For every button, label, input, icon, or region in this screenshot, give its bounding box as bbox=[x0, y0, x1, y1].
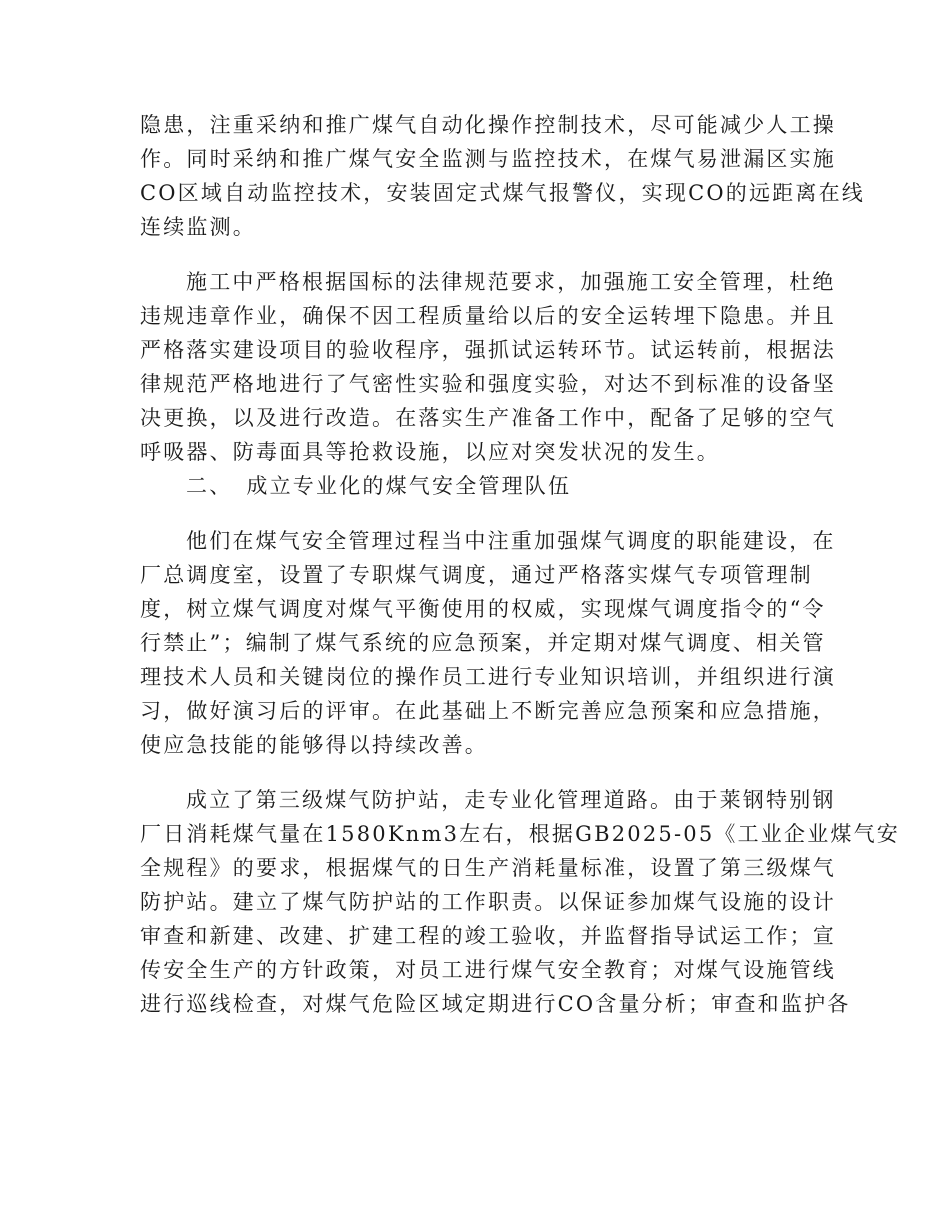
text-line: 施工中严格根据国标的法律规范要求，加强施工安全管理，杜绝 bbox=[186, 270, 836, 294]
text-line: 传安全生产的方针政策，对员工进行煤气安全教育；对煤气设施管线 bbox=[140, 958, 836, 982]
text-line: 全规程》的要求，根据煤气的日生产消耗量标准，设置了第三级煤气 bbox=[140, 856, 836, 880]
text-line: 严格落实建设项目的验收程序，强抓试运转环节。试运转前，根据法 bbox=[140, 338, 836, 362]
text-line: 作。同时采纳和推广煤气安全监测与监控技术，在煤气易泄漏区实施 bbox=[140, 147, 836, 171]
section-title: 成立专业化的煤气安全管理队伍 bbox=[246, 474, 572, 498]
section-heading bbox=[140, 469, 810, 503]
text-line: 成立了第三级煤气防护站，走专业化管理道路。由于莱钢特别钢 bbox=[186, 788, 836, 812]
text-line: 呼吸器、防毒面具等抢救设施，以应对突发状况的发生。 bbox=[140, 440, 720, 464]
document-page bbox=[140, 108, 900, 1021]
text-line: 习，做好演习后的评审。在此基础上不断完善应急预案和应急措施， bbox=[140, 699, 836, 723]
text-line: 违规违章作业，确保不因工程质量给以后的安全运转埋下隐患。并且 bbox=[140, 304, 836, 328]
text-line: 连续监测。 bbox=[140, 215, 256, 239]
text-line: 厂日消耗煤气量在1580Knm3左右，根据GB2025-05《工业企业煤气安 bbox=[140, 822, 900, 846]
text-line: 厂总调度室，设置了专职煤气调度，通过严格落实煤气专项管理制 bbox=[140, 563, 813, 587]
text-line: 度，树立煤气调度对煤气平衡使用的权威，实现煤气调度指令的“令 bbox=[140, 597, 826, 621]
section-number: 二、 bbox=[186, 474, 233, 498]
text-line: 进行巡线检查，对煤气危险区域定期进行CO含量分析；审查和监护各 bbox=[140, 992, 851, 1016]
text-line: 律规范严格地进行了气密性实验和强度实验，对达不到标准的设备坚 bbox=[140, 372, 836, 396]
paragraph-4 bbox=[140, 783, 900, 1021]
paragraph-1 bbox=[140, 108, 865, 244]
text-line: 他们在煤气安全管理过程当中注重加强煤气调度的职能建设，在 bbox=[186, 529, 836, 553]
text-line: CO区域自动监控技术，安装固定式煤气报警仪，实现CO的远距离在线 bbox=[140, 181, 865, 205]
text-line: 理技术人员和关键岗位的操作员工进行专业知识培训，并组织进行演 bbox=[140, 665, 836, 689]
paragraph-2 bbox=[140, 265, 836, 469]
text-line: 行禁止”；编制了煤气系统的应急预案，并定期对煤气调度、相关管 bbox=[140, 631, 826, 655]
text-line: 审查和新建、改建、扩建工程的竣工验收，并监督指导试运工作；宣 bbox=[140, 924, 836, 948]
text-line: 隐患，注重采纳和推广煤气自动化操作控制技术，尽可能减少人工操 bbox=[140, 113, 836, 137]
paragraph-3 bbox=[140, 524, 836, 762]
text-line: 使应急技能的能够得以持续改善。 bbox=[140, 733, 488, 757]
text-line: 防护站。建立了煤气防护站的工作职责。以保证参加煤气设施的设计 bbox=[140, 890, 836, 914]
text-line: 决更换，以及进行改造。在落实生产准备工作中，配备了足够的空气 bbox=[140, 406, 836, 430]
